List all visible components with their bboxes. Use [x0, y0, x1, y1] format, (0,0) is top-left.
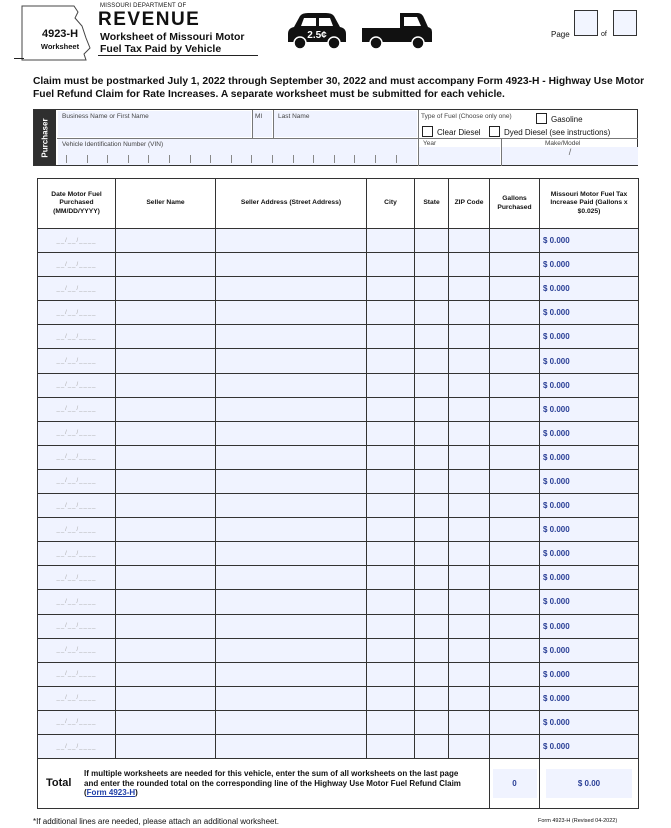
- tax-paid-field[interactable]: $ 0.000: [540, 469, 639, 493]
- seller-address-field[interactable]: [216, 421, 367, 445]
- gallons-field[interactable]: [490, 277, 540, 301]
- state-field[interactable]: [415, 421, 449, 445]
- seller-name-field[interactable]: [116, 277, 216, 301]
- make-model-value: /: [568, 147, 572, 157]
- seller-address-field[interactable]: [216, 662, 367, 686]
- city-field[interactable]: [367, 229, 415, 253]
- date-field[interactable]: __/__/____: [38, 566, 116, 590]
- page-label: Page: [551, 30, 570, 39]
- seller-name-field[interactable]: [116, 349, 216, 373]
- table-row: [38, 421, 639, 445]
- seller-address-field[interactable]: [216, 325, 367, 349]
- gallons-field[interactable]: [490, 253, 540, 277]
- gallons-field[interactable]: [490, 614, 540, 638]
- date-field[interactable]: __/__/____: [38, 710, 116, 734]
- state-field[interactable]: [415, 638, 449, 662]
- vin-label: Vehicle Identification Number (VIN): [62, 141, 164, 148]
- col-header-seller-address: Seller Address (Street Address): [216, 179, 367, 229]
- seller-name-field[interactable]: [116, 397, 216, 421]
- table-row: [38, 301, 639, 325]
- seller-name-field[interactable]: [116, 253, 216, 277]
- zip-field[interactable]: [449, 686, 490, 710]
- city-field[interactable]: [367, 325, 415, 349]
- seller-address-field[interactable]: [216, 445, 367, 469]
- zip-field[interactable]: [449, 229, 490, 253]
- state-field[interactable]: [415, 277, 449, 301]
- zip-field[interactable]: [449, 349, 490, 373]
- date-field[interactable]: __/__/____: [38, 277, 116, 301]
- form-header: [0, 0, 671, 70]
- fuel-type-label: Type of Fuel (Choose only one): [421, 113, 512, 120]
- gallons-field[interactable]: [490, 734, 540, 758]
- zip-field[interactable]: [449, 710, 490, 734]
- col-header-gallons: Gallons Purchased: [490, 179, 540, 229]
- gallons-field[interactable]: [490, 421, 540, 445]
- seller-address-field[interactable]: [216, 614, 367, 638]
- purchaser-label: Purchaser: [40, 117, 50, 158]
- table-row: [38, 397, 639, 421]
- seller-address-field[interactable]: [216, 734, 367, 758]
- revenue-logo: REVENUE: [98, 9, 201, 30]
- business-name-label: Business Name or First Name: [62, 113, 149, 120]
- gallons-field[interactable]: [490, 710, 540, 734]
- total-message: If multiple worksheets are needed for this vehicle, enter the sum of all worksheets on the last page and enter the rounded total on the corresponding line of the Highway Use Motor Fuel Refund Claim (Form 4923-H): [84, 769, 461, 798]
- gallons-field[interactable]: [490, 638, 540, 662]
- total-gallons-cell: [490, 759, 540, 809]
- zip-field[interactable]: [449, 566, 490, 590]
- seller-name-field[interactable]: [116, 301, 216, 325]
- city-field[interactable]: [367, 566, 415, 590]
- date-field[interactable]: __/__/____: [38, 421, 116, 445]
- state-field[interactable]: [415, 469, 449, 493]
- city-field[interactable]: [367, 301, 415, 325]
- table-row: [38, 566, 639, 590]
- seller-address-field[interactable]: [216, 638, 367, 662]
- zip-field[interactable]: [449, 253, 490, 277]
- zip-field[interactable]: [449, 277, 490, 301]
- city-field[interactable]: [367, 662, 415, 686]
- seller-name-field[interactable]: [116, 542, 216, 566]
- date-field[interactable]: __/__/____: [38, 614, 116, 638]
- zip-field[interactable]: [449, 638, 490, 662]
- gallons-field[interactable]: [490, 566, 540, 590]
- form-title-line1: Worksheet of Missouri Motor: [100, 31, 245, 43]
- page-total-field[interactable]: [613, 10, 637, 36]
- col-header-city: City: [367, 179, 415, 229]
- make-model-field[interactable]: [502, 147, 638, 165]
- tax-paid-field[interactable]: $ 0.000: [540, 421, 639, 445]
- table-row: [38, 349, 639, 373]
- tax-paid-field[interactable]: $ 0.000: [540, 566, 639, 590]
- table-row: [38, 614, 639, 638]
- seller-name-field[interactable]: [116, 445, 216, 469]
- clear-diesel-checkbox[interactable]: [422, 126, 433, 137]
- table-row: [38, 373, 639, 397]
- state-field[interactable]: [415, 686, 449, 710]
- seller-address-field[interactable]: [216, 686, 367, 710]
- seller-address-field[interactable]: [216, 590, 367, 614]
- form-4923h-link[interactable]: Form 4923-H: [86, 788, 136, 798]
- tax-paid-field[interactable]: $ 0.000: [540, 518, 639, 542]
- total-message-text: If multiple worksheets are needed for this vehicle, enter the sum of all worksheets on the last page and enter the rounded total on the corresponding line of the Highway Use Motor Fuel Refund Claim: [84, 769, 461, 788]
- of-label: of: [601, 31, 607, 38]
- seller-address-field[interactable]: [216, 469, 367, 493]
- gallons-field[interactable]: [490, 542, 540, 566]
- state-field[interactable]: [415, 397, 449, 421]
- form-number: 4923-H: [41, 28, 79, 40]
- date-field[interactable]: __/__/____: [38, 373, 116, 397]
- department-label: MISSOURI DEPARTMENT OF: [100, 3, 187, 9]
- tax-paid-field[interactable]: $ 0.000: [540, 253, 639, 277]
- city-field[interactable]: [367, 542, 415, 566]
- seller-name-field[interactable]: [116, 590, 216, 614]
- tax-paid-field[interactable]: $ 0.000: [540, 445, 639, 469]
- city-field[interactable]: [367, 277, 415, 301]
- tax-paid-field[interactable]: $ 0.000: [540, 686, 639, 710]
- col-header-date: Date Motor Fuel Purchased (MM/DD/YYYY): [38, 179, 116, 229]
- seller-address-field[interactable]: [216, 518, 367, 542]
- clear-diesel-label: Clear Diesel: [437, 128, 481, 137]
- gallons-field[interactable]: [490, 686, 540, 710]
- form-id-block: [30, 28, 90, 51]
- seller-name-field[interactable]: [116, 494, 216, 518]
- total-description: [38, 759, 490, 809]
- seller-name-field[interactable]: [116, 734, 216, 758]
- date-field[interactable]: __/__/____: [38, 445, 116, 469]
- date-field[interactable]: __/__/____: [38, 590, 116, 614]
- seller-name-field[interactable]: [116, 566, 216, 590]
- claim-instructions: Claim must be postmarked July 1, 2022 through September 30, 2022 and must accompany Form 4923-H - Highway Use Motor Fuel Refund Claim for Rate Increases. A separate worksheet must be submitted for each vehicle.: [33, 76, 645, 100]
- seller-name-field[interactable]: [116, 638, 216, 662]
- city-field[interactable]: [367, 494, 415, 518]
- state-field[interactable]: [415, 566, 449, 590]
- tax-paid-field[interactable]: $ 0.000: [540, 590, 639, 614]
- seller-address-field[interactable]: [216, 229, 367, 253]
- city-field[interactable]: [367, 349, 415, 373]
- tax-paid-field[interactable]: $ 0.000: [540, 494, 639, 518]
- state-field[interactable]: [415, 373, 449, 397]
- gallons-field[interactable]: [490, 518, 540, 542]
- gallons-field[interactable]: [490, 229, 540, 253]
- table-row: [38, 686, 639, 710]
- city-field[interactable]: [367, 710, 415, 734]
- seller-name-field[interactable]: [116, 662, 216, 686]
- table-row: [38, 253, 639, 277]
- tax-paid-field[interactable]: $ 0.000: [540, 638, 639, 662]
- city-field[interactable]: [367, 638, 415, 662]
- zip-field[interactable]: [449, 397, 490, 421]
- mi-label: MI: [255, 113, 263, 120]
- seller-address-field[interactable]: [216, 253, 367, 277]
- gallons-field[interactable]: [490, 494, 540, 518]
- year-label: Year: [423, 140, 437, 147]
- col-header-seller-name: Seller Name: [116, 179, 216, 229]
- seller-address-field[interactable]: [216, 494, 367, 518]
- seller-address-field[interactable]: [216, 277, 367, 301]
- date-field[interactable]: __/__/____: [38, 686, 116, 710]
- seller-name-field[interactable]: [116, 686, 216, 710]
- state-field[interactable]: [415, 590, 449, 614]
- seller-address-field[interactable]: [216, 373, 367, 397]
- gallons-field[interactable]: [490, 469, 540, 493]
- total-row: [38, 759, 639, 809]
- gallons-field[interactable]: [490, 349, 540, 373]
- city-field[interactable]: [367, 614, 415, 638]
- tax-paid-field[interactable]: $ 0.000: [540, 373, 639, 397]
- state-field[interactable]: [415, 614, 449, 638]
- table-row: [38, 229, 639, 253]
- date-field[interactable]: __/__/____: [38, 494, 116, 518]
- page-number-field[interactable]: [574, 10, 598, 36]
- seller-name-field[interactable]: [116, 518, 216, 542]
- date-field[interactable]: __/__/____: [38, 734, 116, 758]
- tax-paid-field[interactable]: $ 0.000: [540, 349, 639, 373]
- city-field[interactable]: [367, 421, 415, 445]
- date-field[interactable]: __/__/____: [38, 301, 116, 325]
- rate-badge: 2.5¢: [307, 30, 327, 41]
- zip-field[interactable]: [449, 494, 490, 518]
- seller-name-field[interactable]: [116, 325, 216, 349]
- gallons-field[interactable]: [490, 325, 540, 349]
- gallons-field[interactable]: [490, 662, 540, 686]
- car-icon: [282, 10, 352, 52]
- table-row: [38, 518, 639, 542]
- purchaser-side-label: [34, 110, 56, 165]
- gasoline-checkbox[interactable]: [536, 113, 547, 124]
- table-row: [38, 542, 639, 566]
- tax-paid-field[interactable]: $ 0.000: [540, 542, 639, 566]
- seller-name-field[interactable]: [116, 469, 216, 493]
- col-header-tax-paid: Missouri Motor Fuel Tax Increase Paid (Gallons x $0.025): [540, 179, 639, 229]
- zip-field[interactable]: [449, 590, 490, 614]
- city-field[interactable]: [367, 734, 415, 758]
- gallons-field[interactable]: [490, 590, 540, 614]
- state-field[interactable]: [415, 229, 449, 253]
- last-name-label: Last Name: [278, 113, 310, 120]
- city-field[interactable]: [367, 469, 415, 493]
- gallons-field[interactable]: [490, 373, 540, 397]
- fuel-purchase-table: [37, 178, 639, 809]
- tax-paid-field[interactable]: $ 0.000: [540, 734, 639, 758]
- seller-name-field[interactable]: [116, 373, 216, 397]
- tax-paid-field[interactable]: $ 0.000: [540, 614, 639, 638]
- table-row: [38, 734, 639, 758]
- footnote: *If additional lines are needed, please attach an additional worksheet.: [33, 817, 279, 826]
- dyed-diesel-label: Dyed Diesel (see instructions): [504, 128, 611, 137]
- state-field[interactable]: [415, 445, 449, 469]
- seller-address-field[interactable]: [216, 349, 367, 373]
- table-row: [38, 638, 639, 662]
- date-field[interactable]: __/__/____: [38, 542, 116, 566]
- date-field[interactable]: __/__/____: [38, 469, 116, 493]
- year-field[interactable]: [419, 147, 500, 165]
- zip-field[interactable]: [449, 301, 490, 325]
- zip-field[interactable]: [449, 421, 490, 445]
- tax-paid-field[interactable]: $ 0.000: [540, 229, 639, 253]
- city-field[interactable]: [367, 686, 415, 710]
- tax-paid-field[interactable]: $ 0.000: [540, 277, 639, 301]
- table-row: [38, 590, 639, 614]
- date-field[interactable]: __/__/____: [38, 325, 116, 349]
- date-field[interactable]: __/__/____: [38, 229, 116, 253]
- seller-address-field[interactable]: [216, 301, 367, 325]
- zip-field[interactable]: [449, 373, 490, 397]
- gallons-field[interactable]: [490, 301, 540, 325]
- zip-field[interactable]: [449, 542, 490, 566]
- zip-field[interactable]: [449, 662, 490, 686]
- purchaser-section: [33, 109, 638, 166]
- state-field[interactable]: [415, 710, 449, 734]
- city-field[interactable]: [367, 397, 415, 421]
- form-type: Worksheet: [40, 42, 80, 51]
- city-field[interactable]: [367, 445, 415, 469]
- date-field[interactable]: __/__/____: [38, 397, 116, 421]
- total-label: Total: [46, 776, 72, 789]
- gallons-field[interactable]: [490, 445, 540, 469]
- state-field[interactable]: [415, 662, 449, 686]
- city-field[interactable]: [367, 518, 415, 542]
- seller-name-field[interactable]: [116, 421, 216, 445]
- title-underline: [98, 55, 258, 56]
- zip-field[interactable]: [449, 614, 490, 638]
- table-body: [38, 229, 639, 759]
- state-field[interactable]: [415, 542, 449, 566]
- header-dash: [14, 58, 24, 59]
- table-row: [38, 325, 639, 349]
- seller-address-field[interactable]: [216, 566, 367, 590]
- date-field[interactable]: __/__/____: [38, 253, 116, 277]
- vin-character-ticks: [66, 151, 416, 163]
- form-title-line2: Fuel Tax Paid by Vehicle: [100, 43, 222, 55]
- table-row: [38, 494, 639, 518]
- col-header-state: State: [415, 179, 449, 229]
- seller-name-field[interactable]: [116, 229, 216, 253]
- date-field[interactable]: __/__/____: [38, 638, 116, 662]
- tax-paid-field[interactable]: $ 0.000: [540, 301, 639, 325]
- total-amount-cell: [540, 759, 639, 809]
- total-gallons-field[interactable]: 0: [493, 769, 537, 798]
- table-row: [38, 710, 639, 734]
- state-field[interactable]: [415, 325, 449, 349]
- col-header-zip: ZIP Code: [449, 179, 490, 229]
- zip-field[interactable]: [449, 518, 490, 542]
- seller-address-field[interactable]: [216, 542, 367, 566]
- table-header-row: [38, 179, 639, 229]
- make-model-label: Make/Model: [545, 140, 581, 147]
- state-field[interactable]: [415, 301, 449, 325]
- dyed-diesel-checkbox[interactable]: [489, 126, 500, 137]
- tax-paid-field[interactable]: $ 0.000: [540, 710, 639, 734]
- tax-paid-field[interactable]: $ 0.000: [540, 325, 639, 349]
- tax-paid-field[interactable]: $ 0.000: [540, 397, 639, 421]
- city-field[interactable]: [367, 590, 415, 614]
- date-field[interactable]: __/__/____: [38, 662, 116, 686]
- zip-field[interactable]: [449, 734, 490, 758]
- zip-field[interactable]: [449, 325, 490, 349]
- seller-address-field[interactable]: [216, 397, 367, 421]
- state-field[interactable]: [415, 253, 449, 277]
- revision-label: Form 4923-H (Revised 04-2022): [538, 818, 618, 824]
- gasoline-label: Gasoline: [551, 115, 583, 124]
- seller-name-field[interactable]: [116, 710, 216, 734]
- date-field[interactable]: __/__/____: [38, 518, 116, 542]
- table-row: [38, 445, 639, 469]
- state-field[interactable]: [415, 494, 449, 518]
- truck-icon: [360, 10, 434, 52]
- city-field[interactable]: [367, 373, 415, 397]
- gallons-field[interactable]: [490, 397, 540, 421]
- table-row: [38, 469, 639, 493]
- state-field[interactable]: [415, 349, 449, 373]
- total-amount-field[interactable]: $ 0.00: [546, 769, 632, 798]
- zip-field[interactable]: [449, 469, 490, 493]
- table-row: [38, 277, 639, 301]
- seller-name-field[interactable]: [116, 614, 216, 638]
- table-row: [38, 662, 639, 686]
- state-field[interactable]: [415, 734, 449, 758]
- state-field[interactable]: [415, 518, 449, 542]
- tax-paid-field[interactable]: $ 0.000: [540, 662, 639, 686]
- seller-address-field[interactable]: [216, 710, 367, 734]
- zip-field[interactable]: [449, 445, 490, 469]
- city-field[interactable]: [367, 253, 415, 277]
- date-field[interactable]: __/__/____: [38, 349, 116, 373]
